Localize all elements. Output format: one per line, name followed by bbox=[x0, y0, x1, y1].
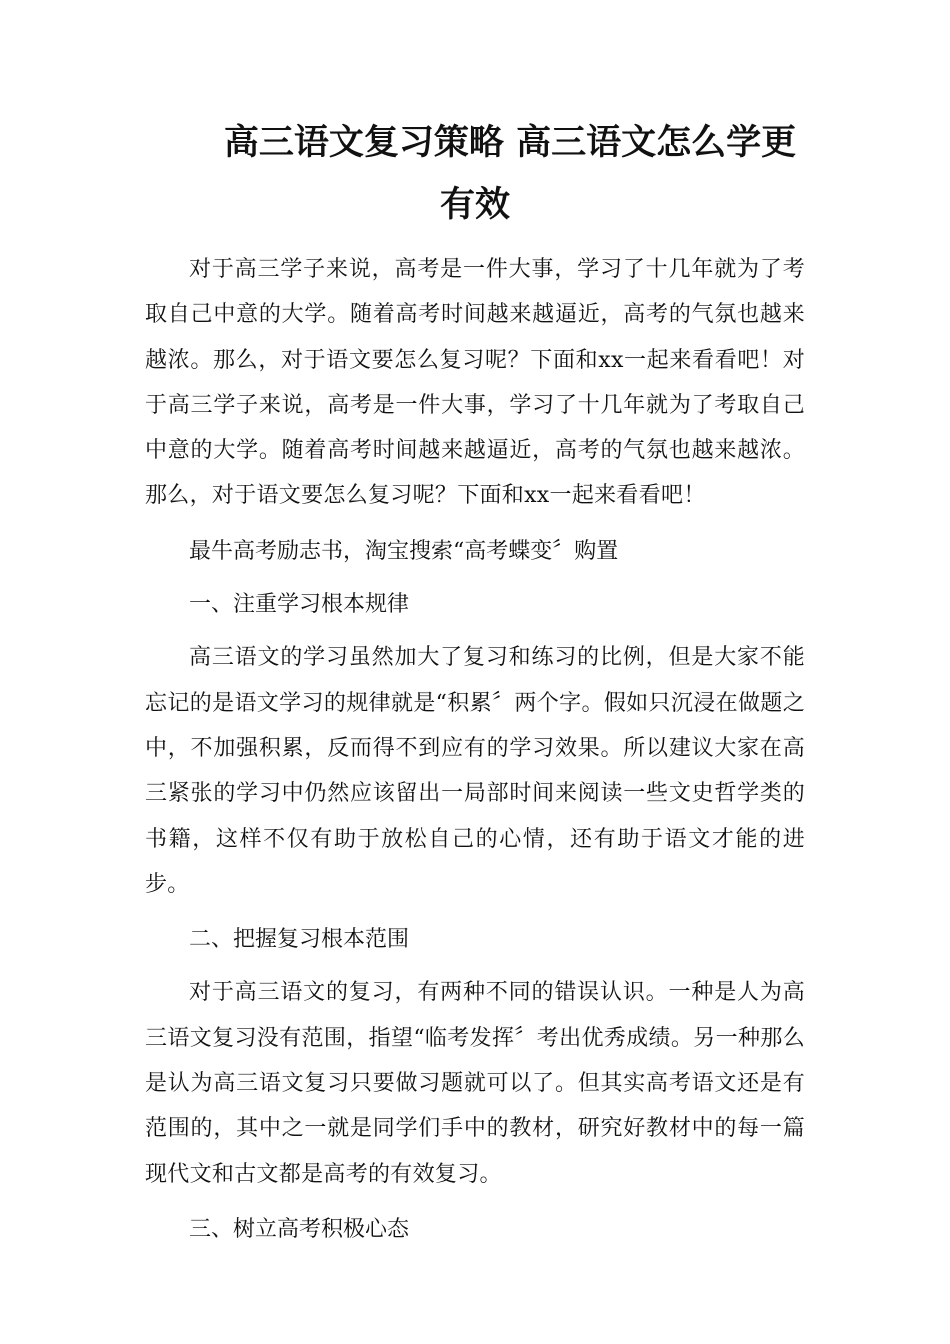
section-1-heading: 一、注重学习根本规律 bbox=[189, 592, 410, 618]
section-2-heading: 二、把握复习根本范围 bbox=[189, 927, 410, 953]
section-2-paragraph: 对于高三语文的复习，有两种不同的错误认识。一种是人为高三语文复习没有范围，指望“临考发挥〞考出优秀成绩。另一种那么是认为高三语文复习只要做习题就可以了。但其实高考语文还是有范围的，其中之一就是同学们手中的教材，研究好教材中的每一篇现代文和古文都是高考的有效复习。 bbox=[145, 980, 805, 1187]
section-1-paragraph: 高三语文的学习虽然加大了复习和练习的比例，但是大家不能忘记的是语文学习的规律就是“积累〞两个字。假如只沉浸在做题之中，不加强积累，反而得不到应有的学习效果。所以建议大家在高三紧张的学习中仍然应该留出一局部时间来阅读一些文史哲学类的书籍，这样不仅有助于放松自己的心情，还有助于语文才能的进步。 bbox=[145, 645, 805, 897]
section-3-heading: 三、树立高考积极心态 bbox=[189, 1216, 410, 1242]
promo-line: 最牛高考励志书，淘宝搜索“高考蝶变〞购置 bbox=[189, 538, 619, 564]
document-title: 高三语文复习策略 高三语文怎么学更有效 bbox=[223, 122, 797, 225]
intro-paragraph: 对于高三学子来说，高考是一件大事，学习了十几年就为了考取自己中意的大学。随着高考时间越来越逼近，高考的气氛也越来越浓。那么，对于语文要怎么复习呢？下面和xx一起来看看吧！对于高三学子来说，高考是一件大事，学习了十几年就为了考取自己中意的大学。随着高考时间越来越逼近，高考的气氛也越来越浓。那么，对于语文要怎么复习呢？下面和xx一起来看看吧！ bbox=[145, 257, 805, 509]
document-body bbox=[145, 247, 805, 1252]
